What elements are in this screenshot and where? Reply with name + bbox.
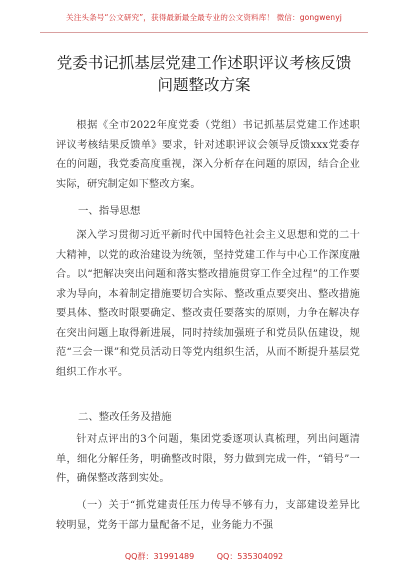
header-banner-text: 关注头条号“公文研究”，获得最新最全最专业的公文资料库！ 微信：gongwenyj [66,13,342,22]
title-line-1: 党委书记抓基层党建工作述职评议考核反馈 [56,54,352,72]
section-1-heading: 一、指导思想 [78,205,141,217]
section-2-paragraph: 针对点评出的3个问题，集团党委逐项认真梳理，列出问题清单，细化分解任务，明确整改时限，努力做到完成一件，“销号”一件，确保整改落到实处。 [56,434,360,484]
item-1-paragraph: （一）关于“抓党建责任压力传导不够有力，支部建设差异比较明显，党务干部力量配备不足，业务能力不强 [56,500,360,531]
section-1-paragraph: 深入学习贯彻习近平新时代中国特色社会主义思想和党的二十大精神，以党的政治建设为统领，坚持党建工作与中心工作深度融合。以“把解决突出问题和落实整改措施贯穿工作全过程”的工作要求为导向，本着制定措施要切合实际、整改重点要突出、整改措施要具体、整改时限要确定、整改责任要落实的原则，力争在解决存在突出问题上取得新进展，同时持续加强班子和党员队伍建设，规范“三会一课”和党员活动日等党内组织生活，从而不断提升基层党组织工作水平。 [56,230,360,378]
footer-qq-group: QQ群：31991489 [124,552,195,561]
footer [0,551,408,562]
section-2-heading: 二、整改任务及措施 [78,411,172,423]
footer-qq: QQ：535304092 [216,552,284,561]
title-line-2: 问题整改方案 [157,76,251,94]
document-title [40,52,368,96]
intro-paragraph: 根据《全市2022年度党委（党组）书记抓基层党建工作述职评议考核结果反馈单》要求，针对述职评议会领导反馈xxx党委存在的问题，我党委高度重视，深入分析存在问题的原因，结合企业实际，研究制定如下整改方案。 [56,120,360,190]
header-divider [40,32,368,33]
header-banner [0,0,408,40]
